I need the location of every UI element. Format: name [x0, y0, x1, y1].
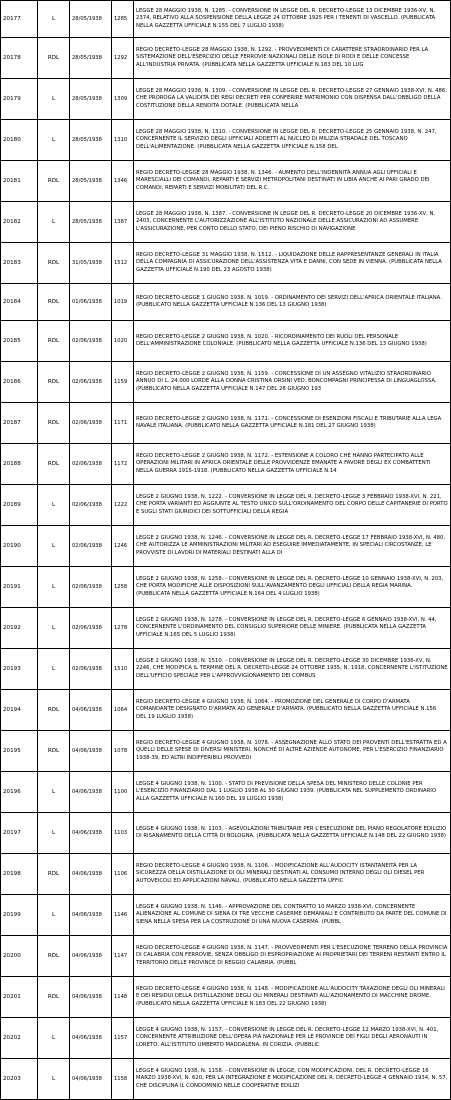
decree-page-cell: 1020: [112, 321, 134, 362]
decree-date-cell: 02/06/1938: [70, 567, 112, 608]
decree-number-cell: 20181: [1, 161, 38, 202]
decree-date-cell: 01/06/1938: [70, 284, 112, 321]
table-row: [1, 526, 451, 567]
decree-type-cell: L: [38, 649, 70, 690]
decree-description-cell: LEGGE 28 MAGGIO 1938, N. 1387. - CONVERSIONE IN LEGGE DEL R. DECRETO-LEGGE 20 DICEMBRE 1936-XV, N. 2403, CONCERNENTE L'AUTORIZZAZIONE ALL'ISTITUTO NAZIONALE DELLE ASSICURAZIONI AD ASSUMERE L'ASSICURAZIONE, PER CONTO DELLO STATO, DEI PIENO RISCHIO DI NAVIGAZIONE: [134, 202, 451, 243]
decree-number-cell: 20199: [1, 895, 38, 936]
table-row: [1, 284, 451, 321]
decree-date-cell: 04/06/1938: [70, 731, 112, 772]
decree-description-cell: LEGGE 4 GIUGNO 1938, N. 1157. - CONVERSIONE IN LEGGE DEL R. DECRETO-LEGGE 12 MARZO 1938-XVI, N. 401, CONCERNENTE ATTRIBUZIONE DELL'OPERA PIA NAZIONALE PER LE PROVINCIE DEI FIGLI DEGLI AERONAUTI IN LORETO, ALL'ISTITUTO UMBERTO MADDALENA, IN CORIZIA. (PUBBLIC: [134, 1018, 451, 1059]
decree-date-cell: 04/06/1938: [70, 977, 112, 1018]
decree-description-cell: REGIO DECRETO-LEGGE 2 GIUGNO 1938, N. 1020. - RICORDINAMENTO DEI RUOLI DEL PERSONALE DELL'AMMINISTRAZIONE COLONIALE. (PUBBLICATO NELLA GAZZETTA UFFICIALE N.136 DEL 13 GIUGNO 1938): [134, 321, 451, 362]
table-row: [1, 444, 451, 485]
decree-date-cell: 02/06/1938: [70, 321, 112, 362]
decree-type-cell: RDL: [38, 362, 70, 403]
decree-description-cell: LEGGE 28 MAGGIO 1938, N. 1310. - CONVERSIONE IN LEGGE DEL R. DECRETO-LEGGE 25 GENNAIO 1938, N. 247, CONCERNENTE IL SERVIZIO DEGLI UFFICIALI ADDETTI AL NUCLEO DI MILIZIA STRADALE DEL TOSCANO DELL'ALIMENTAZIONE. (PUBBLICATA NELLA GAZZETTA UFFICIALE N.158 DEL: [134, 120, 451, 161]
decree-number-cell: 20195: [1, 731, 38, 772]
decree-date-cell: 28/05/1938: [70, 161, 112, 202]
decree-number-cell: 20178: [1, 38, 38, 79]
decree-page-cell: 1278: [112, 608, 134, 649]
decree-page-cell: 1106: [112, 854, 134, 895]
decree-number-cell: 20194: [1, 690, 38, 731]
table-row: [1, 1059, 451, 1100]
table-row: [1, 1, 451, 38]
table-row: [1, 202, 451, 243]
decree-date-cell: 02/06/1938: [70, 485, 112, 526]
table-row: [1, 977, 451, 1018]
decree-type-cell: L: [38, 1, 70, 38]
decree-date-cell: 04/06/1938: [70, 813, 112, 854]
table-row: [1, 243, 451, 284]
decree-type-cell: L: [38, 813, 70, 854]
decree-date-cell: 02/06/1938: [70, 403, 112, 444]
decree-page-cell: 1222: [112, 485, 134, 526]
decree-page-cell: 1309: [112, 79, 134, 120]
decree-number-cell: 20179: [1, 79, 38, 120]
decree-description-cell: LEGGE 2 GIUGNO 1938, N. 1222. - CONVERSIONE IN LEGGE DEL R. DECRETO-LEGGE 3 FEBBRAIO 1938-XVI, N. 221, CHE PORTA VARIANTI ED AGGIUNTE AL TESTO UNICO SULL'ORDINAMENTO DEL CORPO DELLE CAPITANERIE DI PORTO E SUGLI STATI GIURIDICI DEI SOTTUFFICIALI DELLA REGIA: [134, 485, 451, 526]
decree-number-cell: 20188: [1, 444, 38, 485]
decree-type-cell: L: [38, 79, 70, 120]
decree-number-cell: 20192: [1, 608, 38, 649]
decree-page-cell: 1258: [112, 567, 134, 608]
decree-description-cell: LEGGE 2 GIUGNO 1938, N. 1278. - CONVERSIONE IN LEGGE DEL R. DECRETO-LEGGE 6 GENNAIO 1938-XVI, N. 44, CONCERNENTE L'ORDINAMENTO DEL CONSIGLIO SUPERIORE DELLE MINIERE. (PUBBLICATA NELLA GAZZETTA UFFICIALE N.165 DEL 5 LUGLIO 1938): [134, 608, 451, 649]
decree-type-cell: RDL: [38, 284, 70, 321]
decree-type-cell: L: [38, 608, 70, 649]
decree-type-cell: RDL: [38, 38, 70, 79]
decree-page-cell: 1019: [112, 284, 134, 321]
decree-type-cell: RDL: [38, 321, 70, 362]
decree-type-cell: L: [38, 526, 70, 567]
decree-number-cell: 20186: [1, 362, 38, 403]
decree-type-cell: RDL: [38, 243, 70, 284]
decree-description-cell: LEGGE 2 GIUGNO 1938, N. 1258. - CONVERSIONE IN LEGGE DEL R. DECRETO-LEGGE 10 GENNAIO 1938-XVI, N. 203, CHE PORTA MODIFICHE ALLE DISPOSIZIONI SULL'AVANZAMENTO DEGLI UFFICIALI DELLA REGIA MARINA. (PUBBLICATA NELLA GAZZETTA UFFICIALE N.164 DEL 4 LUGLIO 1938): [134, 567, 451, 608]
decree-description-cell: REGIO DECRETO-LEGGE 4 GIUGNO 1938, N. 1106. - MODIFICAZIONE ALL'AUDOCITY ISTANTANEITÀ PER LA SICUREZZA DELLA DISTILLAZIONE DI OLI MINERALI DESTINATI AL CONSUMO INTERNO DEGLI OLI DIESEL PER AUTOVEICOLI ED APPLICAZIONI NAVALI. (PUBBLICATO NELLA GAZZETTA UFFIC: [134, 854, 451, 895]
decree-number-cell: 20197: [1, 813, 38, 854]
decree-description-cell: LEGGE 28 MAGGIO 1938, N. 1285. - CONVERSIONE IN LEGGE DEL R. DECRETO-LEGGE 13 DICEMBRE 1936-XV, N. 2374, RELATIVO ALLA SOSPENSIONE DELLA LEGGE 24 OTTOBRE 1925 PER I TENENTI DI VASCELLO. (PUBBLICATA NELLA GAZZETTA UFFICIALE N.155 DEL 7 LUGLIO 1938): [134, 1, 451, 38]
decree-description-cell: LEGGE 2 GIUGNO 1938, N. 1246. - CONVERSIONE IN LEGGE DEL R. DECRETO-LEGGE 17 FEBBRAIO 1938-XVI, N. 480, CHE AUTORIZZA LE AMMINISTRAZIONI MILITARI AD ESEGUIRE IMMEDIATAMENTE, IN SPECIALI CIRCOSTANZE, LE PROVVISTE DI LAVORI DI MATERIALI DESTINATI ALLA DI: [134, 526, 451, 567]
decree-type-cell: L: [38, 772, 70, 813]
table-row: [1, 813, 451, 854]
table-row: [1, 38, 451, 79]
decree-page-cell: 1157: [112, 1018, 134, 1059]
table-row: [1, 161, 451, 202]
decree-date-cell: 02/06/1938: [70, 362, 112, 403]
decree-type-cell: RDL: [38, 444, 70, 485]
decree-date-cell: 04/06/1938: [70, 1059, 112, 1100]
decree-page-cell: 1159: [112, 362, 134, 403]
table-row: [1, 772, 451, 813]
decree-number-cell: 20182: [1, 202, 38, 243]
table-row: [1, 854, 451, 895]
decree-type-cell: RDL: [38, 690, 70, 731]
decree-type-cell: L: [38, 895, 70, 936]
table-row: [1, 362, 451, 403]
decree-date-cell: 31/05/1938: [70, 243, 112, 284]
decree-description-cell: REGIO DECRETO-LEGGE 2 GIUGNO 1938, N. 1159. - CONCESSIONE DI UN ASSEGNO VITALIZIO STRAORDINARIO ANNUO DI L. 24.000 LORDE ALLA DONNA CRISTINA ORSINI VED. BONCOMPAGNI PRINCIPESSA DI LINGUAGLOSSA. (PUBBLICATO NELLA GAZZETTA UFFICIALE N.147 DEL 28 GIUGNO 193: [134, 362, 451, 403]
decree-number-cell: 20190: [1, 526, 38, 567]
decree-page-cell: 1158: [112, 1059, 134, 1100]
decree-page-cell: 1510: [112, 649, 134, 690]
table-row: [1, 690, 451, 731]
decree-number-cell: 20177: [1, 1, 38, 38]
decree-date-cell: 28/05/1938: [70, 202, 112, 243]
decree-description-cell: LEGGE 2 GIUGNO 1938, N. 1510. - CONVERSIONE IN LEGGE DEL R. DECRETO-LEGGE 30 DICEMBRE 1936-XV, N. 2246, CHE MODIFICA IL TERMINE DEL R. DECRETO-LEGGE 24 OTTOBRE 1935, N. 1918, CONCERNENTE L'ISTITUZIONE DELL'UFFICIO SPECIALE PER L'APPROVVIGIONAMENTO DEI COMBUS: [134, 649, 451, 690]
decree-page-cell: 1171: [112, 403, 134, 444]
decree-type-cell: RDL: [38, 854, 70, 895]
decree-number-cell: 20200: [1, 936, 38, 977]
table-row: [1, 649, 451, 690]
decree-description-cell: LEGGE 28 MAGGIO 1938, N. 1309. - CONVERSIONE IN LEGGE DEL R. DECRETO-LEGGE 27 GENNAIO 1938-XVI, N. 486, CHE PROROGA LA VALIDITÀ DEI REGI DECRETI PER CONFERIRE MATRIMONIO CON DISPENSA DALL'OBBLIGO DELLA COSTITUZIONE DELLA RENDITA DOTALE. (PUBBLICATA NELLA: [134, 79, 451, 120]
decree-number-cell: 20189: [1, 485, 38, 526]
decree-page-cell: 1078: [112, 731, 134, 772]
decree-number-cell: 20183: [1, 243, 38, 284]
decree-date-cell: 04/06/1938: [70, 854, 112, 895]
decree-type-cell: L: [38, 1059, 70, 1100]
decree-number-cell: 20180: [1, 120, 38, 161]
table-row: [1, 1018, 451, 1059]
decree-description-cell: LEGGE 4 GIUGNO 1938, N. 1158. - CONVERSIONE IN LEGGE, CON MODIFICAZIONI, DEL R. DECRETO-LEGGE 16 MARZO 1938-XVI, N. 620, PER LA INTEGRAZIONE E MODIFICAZIONE DEL R. DECRETO-LEGGE 4 GENNAIO 1934, N. 57, CHE DISCIPLINA IL CONDOMINIO NELLE COOPERATIVE EDILIZI: [134, 1059, 451, 1100]
decree-page-cell: 1100: [112, 772, 134, 813]
decree-description-cell: LEGGE 4 GIUGNO 1938, N. 1146. - APPROVAZIONE DEL CONTRATTO 10 MARZO 1938-XVI, CONCERNENTE ALIENAZIONE AL COMUNE DI SIENA DI TRE VECCHIE CASERME DEMANIALI E CONTRIBUTO DA PARTE DEL COMUNE DI SIENA NELLA SPESA PER LA COSTRUZIONE DI UNA NUOVA CASERMA. (PUBBL: [134, 895, 451, 936]
table-row: [1, 321, 451, 362]
table-row: [1, 485, 451, 526]
decree-number-cell: 20193: [1, 649, 38, 690]
decree-page-cell: 1064: [112, 690, 134, 731]
decree-description-cell: LEGGE 4 GIUGNO 1938, N. 1103. - AGEVOLAZIONI TRIBUTARIE PER L'ESECUZIONE DEL PIANO REGOLATORE EDILIZIO DI RISANAMENTO DELLA CITTÀ DI BOLOGNA. (PUBBLICATA NELLA GAZZETTA UFFICIALE N.148 DEL 22 GIUGNO 1938): [134, 813, 451, 854]
decree-description-cell: REGIO DECRETO-LEGGE 2 GIUGNO 1938, N. 1171. - CONCESSIONE DI ESENZIONI FISCALI E TRIBUTARIE ALLA LEGA NAVALE ITALIANA. (PUBBLICATO NELLA GAZZETTA UFFICIALE N.181 DEL 27 GIUGNO 1938): [134, 403, 451, 444]
decree-type-cell: RDL: [38, 161, 70, 202]
table-row: [1, 567, 451, 608]
decree-date-cell: 02/06/1938: [70, 649, 112, 690]
decree-date-cell: 04/06/1938: [70, 936, 112, 977]
decree-date-cell: 28/05/1938: [70, 120, 112, 161]
decree-description-cell: REGIO DECRETO-LEGGE 4 GIUGNO 1938, N. 1064. - PROMOZIONE DEL GENERALE DI CORPO D'ARMATA COMANDANTE DESIGNATO D'ARMATA AD GENERALE D'ARMATA. (PUBBLICATO NELLA GAZZETTA UFFICIALE N.156 DEL 19 LUGLIO 1938): [134, 690, 451, 731]
decree-date-cell: 02/06/1938: [70, 608, 112, 649]
decree-description-cell: REGIO DECRETO-LEGGE 28 MAGGIO 1938, N. 1292. - PROVVEDIMENTI DI CARATTERE STRAORDINARIO PER LA SISTEMAZIONE DELL'ESERCIZIO DELLE FERROVIE NAZIONALI DELLE ISOLE DI RODI E DELLE CONCESSE ALL'INDUSTRIA PRIVATA. (PUBBLICATA NELLA GAZZETTA UFFICIALE N.183 DEL 10 LUG: [134, 38, 451, 79]
decree-type-cell: L: [38, 485, 70, 526]
decree-page-cell: 1147: [112, 936, 134, 977]
decree-date-cell: 28/05/1938: [70, 38, 112, 79]
decree-page-cell: 1103: [112, 813, 134, 854]
table-row: [1, 895, 451, 936]
decree-description-cell: REGIO DECRETO-LEGGE 4 GIUGNO 1938, N. 1078. - ASSEGNAZIONE ALLO STATO DEI PROVENTI DELL'ESTRATTA ED A QUELLI DELLE SPESE DI DIVERSI MINISTERI, NONCHÉ DI ALTRE AZIENDE AUTONOME, PER L'ESERCIZIO FINANZIARIO 1938-39, ED ALTRI INDIFFERIBILI PROVVEDI: [134, 731, 451, 772]
decree-number-cell: 20198: [1, 854, 38, 895]
decree-number-cell: 20191: [1, 567, 38, 608]
decree-date-cell: 04/06/1938: [70, 772, 112, 813]
decree-date-cell: 04/06/1938: [70, 690, 112, 731]
decree-date-cell: 04/06/1938: [70, 1018, 112, 1059]
decree-type-cell: RDL: [38, 977, 70, 1018]
decree-page-cell: 1310: [112, 120, 134, 161]
decree-type-cell: L: [38, 202, 70, 243]
decree-page-cell: 1346: [112, 161, 134, 202]
decree-type-cell: L: [38, 567, 70, 608]
decree-page-cell: 1246: [112, 526, 134, 567]
decree-date-cell: 02/06/1938: [70, 526, 112, 567]
decree-date-cell: 02/06/1938: [70, 444, 112, 485]
decree-page-cell: 1146: [112, 895, 134, 936]
decree-page-cell: 1148: [112, 977, 134, 1018]
table-row: [1, 120, 451, 161]
decree-description-cell: REGIO DECRETO-LEGGE 4 GIUGNO 1938, N. 1148. - MODIFICAZIONE ALL'AUDOCITY TAXAZIONE DEGLI OLI MINERALI E DEI RESIDUI DELLA DISTILLAZIONE DEGLI OLI MINERALI DESTINATI ALL'AZIONAMENTO DI MACCHINE DROME. (PUBBLICATO NELLA GAZZETTA UFFICIALE N.183 DEL 22 GIUGNO 1938): [134, 977, 451, 1018]
decree-page-cell: 1292: [112, 38, 134, 79]
decree-table-body: [1, 1, 451, 1100]
table-row: [1, 731, 451, 772]
decree-number-cell: 20187: [1, 403, 38, 444]
decree-number-cell: 20196: [1, 772, 38, 813]
decree-date-cell: 28/05/1938: [70, 79, 112, 120]
decree-date-cell: 28/05/1938: [70, 1, 112, 38]
decree-description-cell: REGIO DECRETO-LEGGE 31 MAGGIO 1938, N. 1512. - LIQUIDAZIONE DELLE RAPPRESENTANZE GENERALI IN ITALIA DELLA COMPAGNIA DI ASSICURAZIONE DELL'ASSISTENZA VITA E DANNI, CON SEDE IN VIENNA. (PUBBLICATA NELLA GAZZETTA UFFICIALE N.190 DEL 23 AGOSTO 1938): [134, 243, 451, 284]
decree-number-cell: 20201: [1, 977, 38, 1018]
decree-date-cell: 04/06/1938: [70, 895, 112, 936]
decree-description-cell: REGIO DECRETO-LEGGE 28 MAGGIO 1938, N. 1346. - AUMENTO DELL'INDENNITÀ ANNUA AGLI UFFICIALI E MARESCIALLI DEI COMANDI, REPARTI E SERVIZI METROPOLITANI DESTINATI IN LIBIA ANCHE AI PARI GRADO DEI COMANDI, REPARTI E SERVIZI MOBILITATI DEL R.C.: [134, 161, 451, 202]
decree-page-cell: 1285: [112, 1, 134, 38]
table-row: [1, 936, 451, 977]
decree-type-cell: L: [38, 120, 70, 161]
decree-number-cell: 20202: [1, 1018, 38, 1059]
decree-type-cell: RDL: [38, 731, 70, 772]
table-row: [1, 403, 451, 444]
decree-page-cell: 1172: [112, 444, 134, 485]
decree-page-cell: 1512: [112, 243, 134, 284]
decree-description-cell: REGIO DECRETO-LEGGE 1 GIUGNO 1938, N. 1019. - ORDINAMENTO DEI SERVIZI DELL'AFRICA ORIENTALE ITALIANA. (PUBBLICATO NELLA GAZZETTA UFFICIALE N.136 DEL 13 GIUGNO 1938): [134, 284, 451, 321]
decree-description-cell: REGIO DECRETO-LEGGE 4 GIUGNO 1938, N. 1147. - PROVVEDIMENTI PER L'ESECUZIONE TERRENO DELLA PROVINCIA DI CALABRIA CON FERROVIE, SENZA OBBLIGO DI ESPROPRIAZIONE AI PROPRIETARI DEI TERRENI RESTANTI ENTRO IL TERRITORIO DELLE PROVINCE DI REGGIO CALABRIA. (PUBBL: [134, 936, 451, 977]
decree-description-cell: LEGGE 4 GIUGNO 1938, N. 1100. - STATO DI PREVISIONE DELLA SPESA DEL MINISTERO DELLE COLONIE PER L'ESERCIZIO FINANZIARIO DAL 1 LUGLIO 1938 AL 30 GIUGNO 1939. (PUBBLICATA NEL SUPPLEMENTO ORDINARIO ALLA GAZZETTA UFFICIALE N.160 DEL 19 LUGLIO 1938): [134, 772, 451, 813]
decree-type-cell: RDL: [38, 403, 70, 444]
decree-number-cell: 20184: [1, 284, 38, 321]
decree-type-cell: RDL: [38, 936, 70, 977]
table-row: [1, 608, 451, 649]
decree-number-cell: 20203: [1, 1059, 38, 1100]
decree-type-cell: L: [38, 1018, 70, 1059]
decree-page-cell: 1387: [112, 202, 134, 243]
decree-description-cell: REGIO DECRETO-LEGGE 2 GIUGNO 1938, N. 1172. - ESTENSIONE A COLORO CHE HANNO PARTECIPATO ALLE OPERAZIONI MILITARI IN AFRICA ORIENTALE DELLE PROVVIDENZE EMANATE A FAVORE DEGLI EX COMBATTENTI NELLA GUERRA 1915-1918. (PUBBLICATO NELLA GAZZETTA UFFICIALE N.14: [134, 444, 451, 485]
decree-number-cell: 20185: [1, 321, 38, 362]
table-row: [1, 79, 451, 120]
